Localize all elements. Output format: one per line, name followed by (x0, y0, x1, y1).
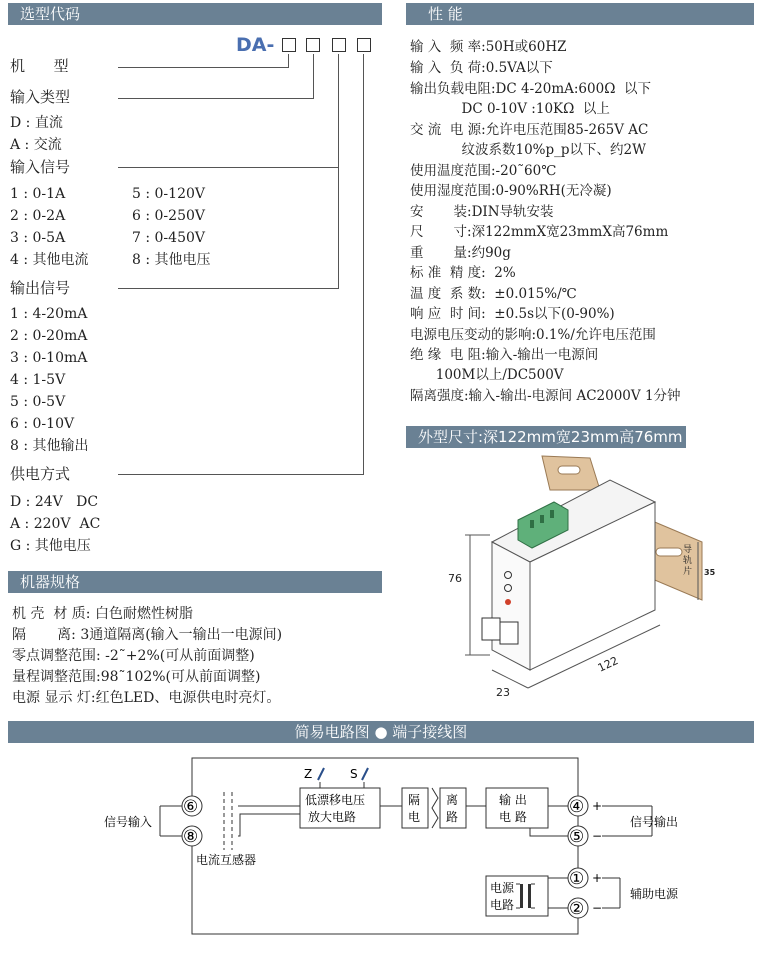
terminal-screw-1 (530, 520, 534, 528)
connector-v1 (288, 54, 289, 67)
terminal-screw-2 (540, 515, 544, 523)
perf-line: 温 度 系 数: ±0.015%/℃ (410, 286, 577, 302)
power-option-g: G : 其他电压 (10, 538, 91, 554)
iso-b-1: 离 (446, 793, 459, 807)
dim-depth-label: 122 (595, 654, 621, 675)
label-input-type: 输入类型 (10, 88, 71, 106)
input-type-a: A : 交流 (10, 137, 62, 153)
dimension-drawing (430, 450, 730, 710)
wire-ct-return (238, 814, 300, 836)
terminal-8-label: ⑧ (183, 827, 199, 847)
input-signal-8: 8 : 其他电压 (132, 252, 211, 268)
perf-line: 电源电压变动的影响:0.1%/允许电压范围 (410, 327, 656, 343)
spec-line: 零点调整范围: -2˜+2%(可从前面调整) (12, 648, 255, 664)
perf-line: 纹波系数10%p_p以下、约2W (410, 142, 646, 158)
circuit-diagram (0, 748, 760, 948)
perf-line: 重 量:约90g (410, 245, 511, 261)
terminal-1-label: ① (569, 869, 585, 889)
spec-line: 机 壳 材 质: 白色耐燃性树脂 (12, 606, 193, 622)
connector-v3b (338, 54, 339, 289)
input-signal-4: 4 : 其他电流 (10, 252, 89, 268)
amp-line1: 低漂移电压 (305, 793, 366, 807)
perf-line: 100M以上/DC500V (410, 367, 564, 383)
amp-line2: 放大电路 (308, 810, 357, 824)
z-pot-icon (318, 768, 324, 780)
iso-b-2: 路 (446, 810, 459, 824)
section-performance: 性 能 (406, 3, 754, 25)
output-signal-6: 6 : 0-10V (10, 416, 75, 432)
code-box-2 (306, 38, 320, 52)
section-model-code: 选型代码 (8, 3, 382, 25)
section-dimensions: 外型尺寸:深122mm宽23mm高76mm (406, 426, 686, 448)
plus-1: + (592, 871, 603, 885)
connector-h5 (118, 474, 364, 475)
signal-in-label: 信号输入 (104, 815, 153, 829)
perf-line: 交 流 电 源:允许电压范围85-265V AC (410, 122, 649, 138)
perf-line: DC 0-10V :10KΩ 以上 (410, 101, 610, 117)
s-label: S (350, 767, 358, 781)
input-signal-3: 3 : 0-5A (10, 230, 66, 246)
connector-h2 (118, 98, 314, 99)
out-line1: 输 出 (499, 793, 527, 807)
label-machine-type: 机 型 (10, 57, 69, 75)
s-pot-icon (362, 768, 368, 780)
terminal-screw-3 (550, 510, 554, 518)
plus-4: + (592, 799, 603, 813)
output-signal-8: 8 : 其他输出 (10, 438, 89, 454)
minus-2: − (592, 901, 603, 915)
perf-line: 响 应 时 间: ±0.5s以下(0-90%) (410, 306, 615, 322)
bottom-terminal-2 (500, 622, 518, 644)
input-signal-1: 1 : 0-1A (10, 186, 66, 202)
label-power-supply: 供电方式 (10, 465, 71, 483)
input-type-d: D : 直流 (10, 115, 63, 131)
perf-line: 使用湿度范围:0-90%RH(无冷凝) (410, 183, 612, 199)
label-input-signal: 输入信号 (10, 158, 71, 176)
rail-slot-2 (656, 548, 682, 556)
terminal-4-label: ④ (569, 797, 585, 817)
section-spec: 机器规格 (8, 571, 382, 593)
psu-line1: 电源 (490, 881, 515, 895)
z-label: Z (304, 767, 313, 781)
perf-line: 尺 寸:深122mmX宽23mmX高76mm (410, 224, 669, 240)
output-signal-4: 4 : 1-5V (10, 372, 66, 388)
input-signal-6: 6 : 0-250V (132, 208, 205, 224)
rail-slot-1 (558, 466, 580, 474)
power-option-a: A : 220V AC (10, 516, 101, 532)
output-signal-1: 1 : 4-20mA (10, 306, 88, 322)
dim-rail-label: 35 (704, 568, 716, 577)
output-signal-5: 5 : 0-5V (10, 394, 66, 410)
input-signal-7: 7 : 0-450V (132, 230, 205, 246)
din-rail-side (650, 520, 702, 600)
label-output-signal: 输出信号 (10, 279, 71, 297)
aux-power-label: 辅助电源 (630, 887, 679, 901)
out-line2: 电 路 (499, 810, 527, 824)
terminal-6-label: ⑥ (183, 797, 199, 817)
perf-line: 隔离强度:输入-输出-电源间 AC2000V 1分钟 (410, 388, 681, 404)
minus-5: − (592, 829, 603, 843)
section-circuit: 简易电路图 ● 端子接线图 (8, 721, 754, 743)
output-signal-3: 3 : 0-10mA (10, 350, 88, 366)
connector-h1 (118, 67, 289, 68)
perf-line: 绝 缘 电 阻:输入-输出一电源间 (410, 347, 599, 363)
perf-line: 安 装:DIN导轨安装 (410, 204, 554, 220)
input-signal-5: 5 : 0-120V (132, 186, 205, 202)
led-icon (505, 599, 511, 605)
bottom-terminal-1 (482, 618, 500, 640)
output-signal-2: 2 : 0-20mA (10, 328, 88, 344)
ct-label: 电流互感器 (196, 853, 257, 867)
psu-transformer-icon (520, 884, 523, 908)
iso-barrier (432, 788, 438, 828)
perf-line: 输 入 负 荷:0.5VA以下 (410, 60, 553, 76)
wire-out-5 (530, 828, 568, 836)
iso-a-1: 隔 (408, 793, 421, 807)
connector-h3 (118, 167, 339, 168)
terminal-5-label: ⑤ (569, 827, 585, 847)
module-front (492, 542, 530, 670)
power-option-d: D : 24V DC (10, 494, 99, 510)
spec-line: 隔 离: 3通道隔离(输入一输出一电源间) (12, 627, 283, 643)
connector-h4 (118, 288, 339, 289)
connector-v4 (363, 54, 364, 474)
input-signal-2: 2 : 0-2A (10, 208, 66, 224)
perf-line: 输出负载电阻:DC 4-20mA:600Ω 以下 (410, 81, 651, 97)
perf-line: 使用温度范围:-20˜60℃ (410, 163, 557, 179)
code-box-4 (357, 38, 371, 52)
psu-transformer-icon-2 (528, 884, 531, 908)
signal-out-label: 信号输出 (630, 815, 679, 829)
perf-line: 标 准 精 度: 2% (410, 265, 516, 281)
dim-height-label: 76 (448, 572, 462, 585)
code-box-1 (282, 38, 296, 52)
model-prefix: DA- (236, 34, 275, 56)
rail-label: 导轨片 (683, 545, 693, 577)
connector-v2 (313, 54, 314, 98)
iso-a-2: 电 (408, 810, 421, 824)
psu-line2: 电路 (490, 898, 515, 912)
terminal-2-label: ② (569, 899, 585, 919)
spec-line: 量程调整范围:98˜102%(可从前面调整) (12, 669, 261, 685)
spec-line: 电源 显示 灯:红色LED、电源供电时亮灯。 (12, 690, 281, 706)
dim-width-label: 23 (496, 686, 510, 699)
code-box-3 (332, 38, 346, 52)
perf-line: 输 入 频 率:50H或60HZ (410, 39, 567, 55)
